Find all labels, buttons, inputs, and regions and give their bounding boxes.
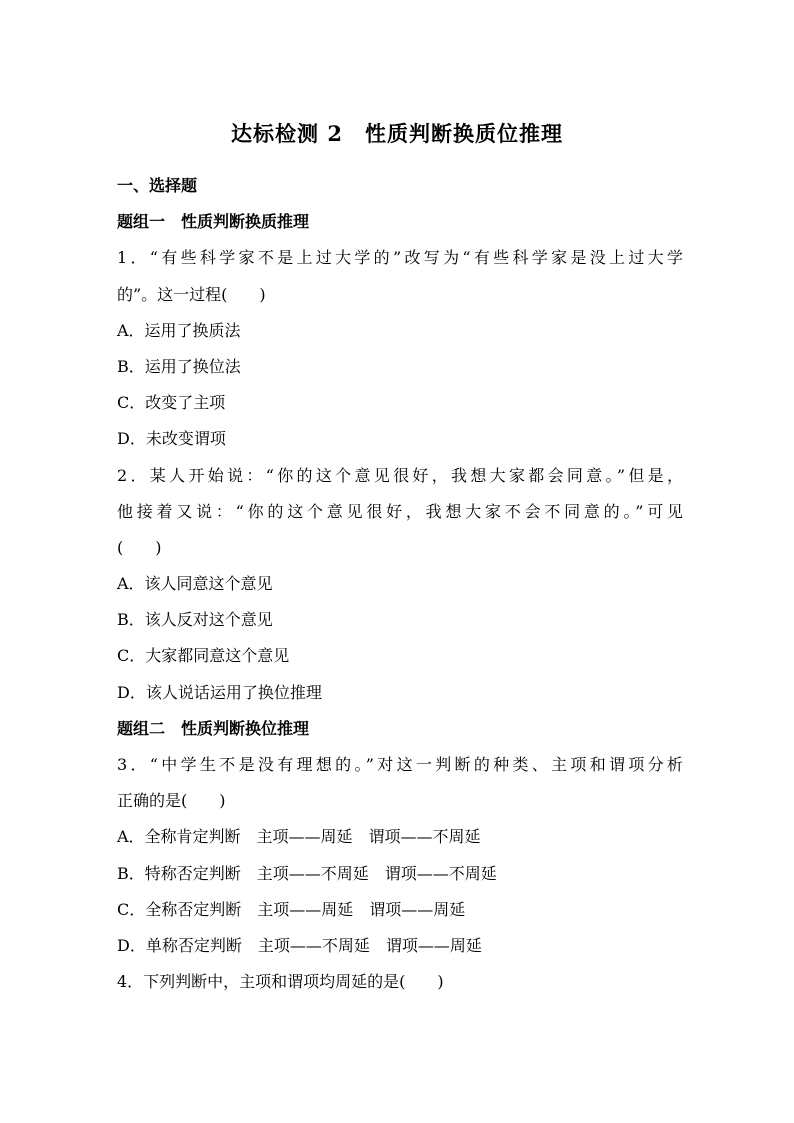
question-1-option-d: D．未改变谓项: [117, 429, 226, 449]
group2-heading: 题组二 性质判断换位推理: [117, 718, 310, 738]
question-2-line-3: ( ): [117, 537, 162, 557]
question-2-line-1: 2．某人开始说：“你的这个意见很好，我想大家都会同意。”但是，: [117, 465, 683, 485]
question-2-option-b: B．该人反对这个意见: [117, 610, 273, 630]
question-2-option-a: A．该人同意这个意见: [117, 574, 273, 594]
question-2-line-2: 他接着又说：“你的这个意见很好，我想大家不会不同意的。”可见: [117, 501, 683, 521]
question-3-option-c: C．全称否定判断 主项——周延 谓项——周延: [117, 899, 466, 919]
question-4-line-1: 4．下列判断中，主项和谓项均周延的是( ): [117, 972, 444, 992]
group1-heading: 题组一 性质判断换质推理: [117, 212, 310, 232]
question-content: [117, 172, 683, 1004]
question-3-line-1: 3．“中学生不是没有理想的。”对这一判断的种类、主项和谓项分析: [117, 755, 683, 774]
question-1-option-a: A．运用了换质法: [117, 320, 241, 340]
question-3-option-b: B．特称否定判断 主项——不周延 谓项——不周延: [117, 863, 497, 883]
question-2-option-c: C．大家都同意这个意见: [117, 646, 290, 666]
page-title: 达标检测 2 性质判断换质位推理: [231, 121, 563, 146]
question-1-option-c: C．改变了主项: [117, 393, 226, 413]
section-heading: 一、选择题: [117, 176, 198, 195]
question-1-line-1: 1．“有些科学家不是上过大学的”改写为“有些科学家是没上过大学: [117, 248, 683, 268]
question-3-option-a: A．全称肯定判断 主项——周延 谓项——不周延: [117, 827, 481, 847]
question-3-option-d: D．单称否定判断 主项——不周延 谓项——周延: [117, 935, 482, 955]
question-3-line-2: 正确的是( ): [117, 791, 226, 811]
question-1-option-b: B．运用了换位法: [117, 356, 241, 376]
question-1-line-2: 的”。这一过程( ): [117, 284, 266, 304]
question-2-option-d: D．该人说话运用了换位推理: [117, 682, 322, 702]
